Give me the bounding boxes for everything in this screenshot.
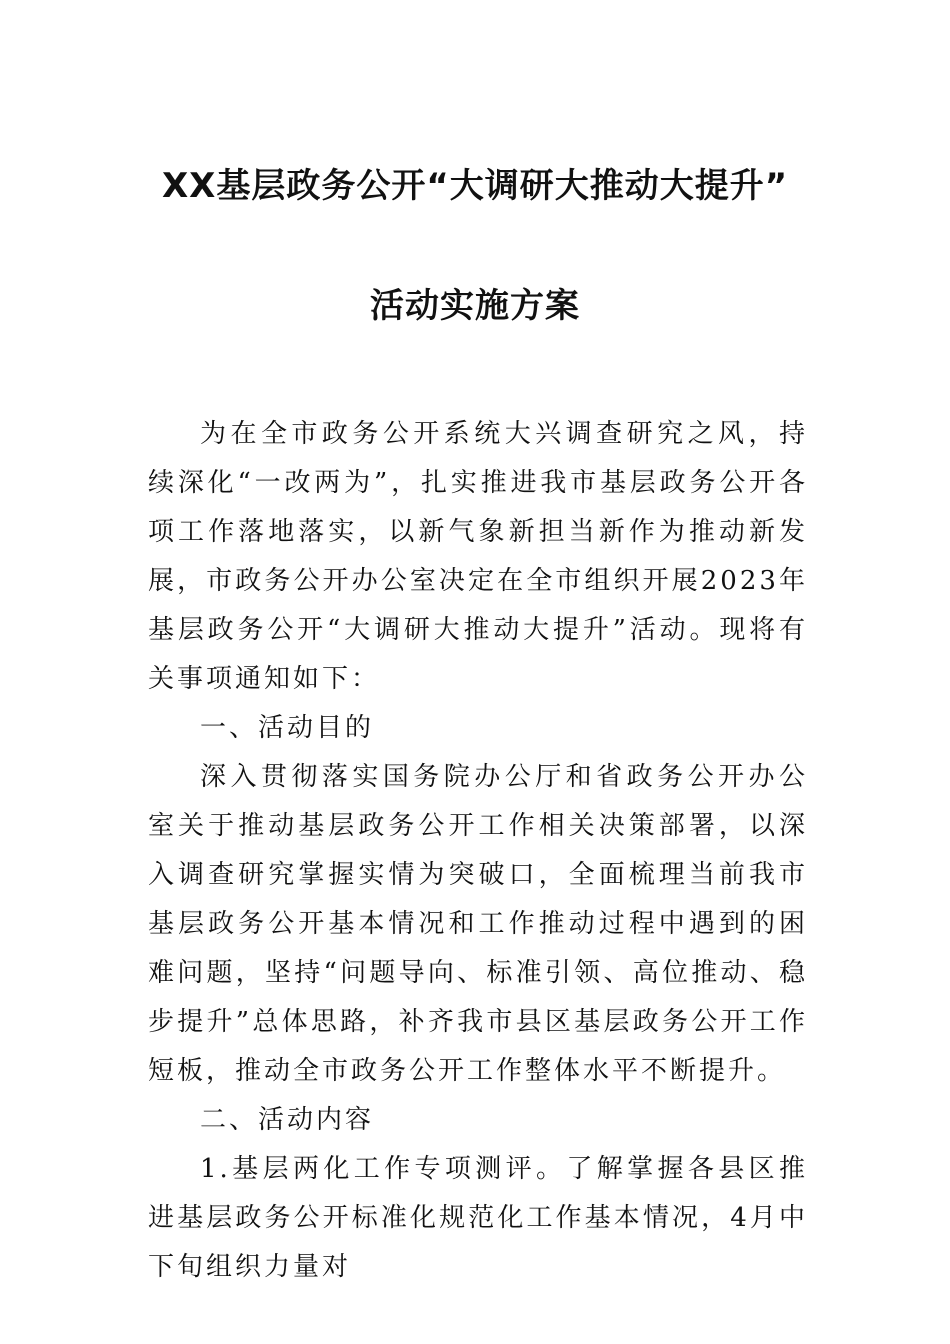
- section-2-item-1: 1.基层两化工作专项测评。了解掌握各县区推进基层政务公开标准化规范化工作基本情况，4月中下旬组织力量对: [148, 1154, 808, 1282]
- section-1-paragraph: 深入贯彻落实国务院办公厅和省政务公开办公室关于推动基层政务公开工作相关决策部署，以深入调查研究掌握实情为突破口，全面梳理当前我市基层政务公开基本情况和工作推动过程中遇到的困难问题，坚持“问题导向、标准引领、高位推动、稳步提升”总体思路，补齐我市县区基层政务公开工作短板，推动全市政务公开工作整体水平不断提升。: [148, 762, 808, 1086]
- section-1-heading: 一、活动目的: [200, 713, 375, 743]
- document-body: [148, 410, 808, 1292]
- document-title-line-2: 活动实施方案: [370, 286, 580, 326]
- section-2-heading: 二、活动内容: [200, 1105, 375, 1135]
- document-title-line-1: XX基层政务公开“大调研大推动大提升”: [161, 166, 789, 206]
- intro-paragraph: 为在全市政务公开系统大兴调查研究之风，持续深化“一改两为”，扎实推进我市基层政务公开各项工作落地落实，以新气象新担当新作为推动新发展，市政务公开办公室决定在全市组织开展2023年基层政务公开“大调研大推动大提升”活动。现将有关事项通知如下：: [148, 419, 808, 694]
